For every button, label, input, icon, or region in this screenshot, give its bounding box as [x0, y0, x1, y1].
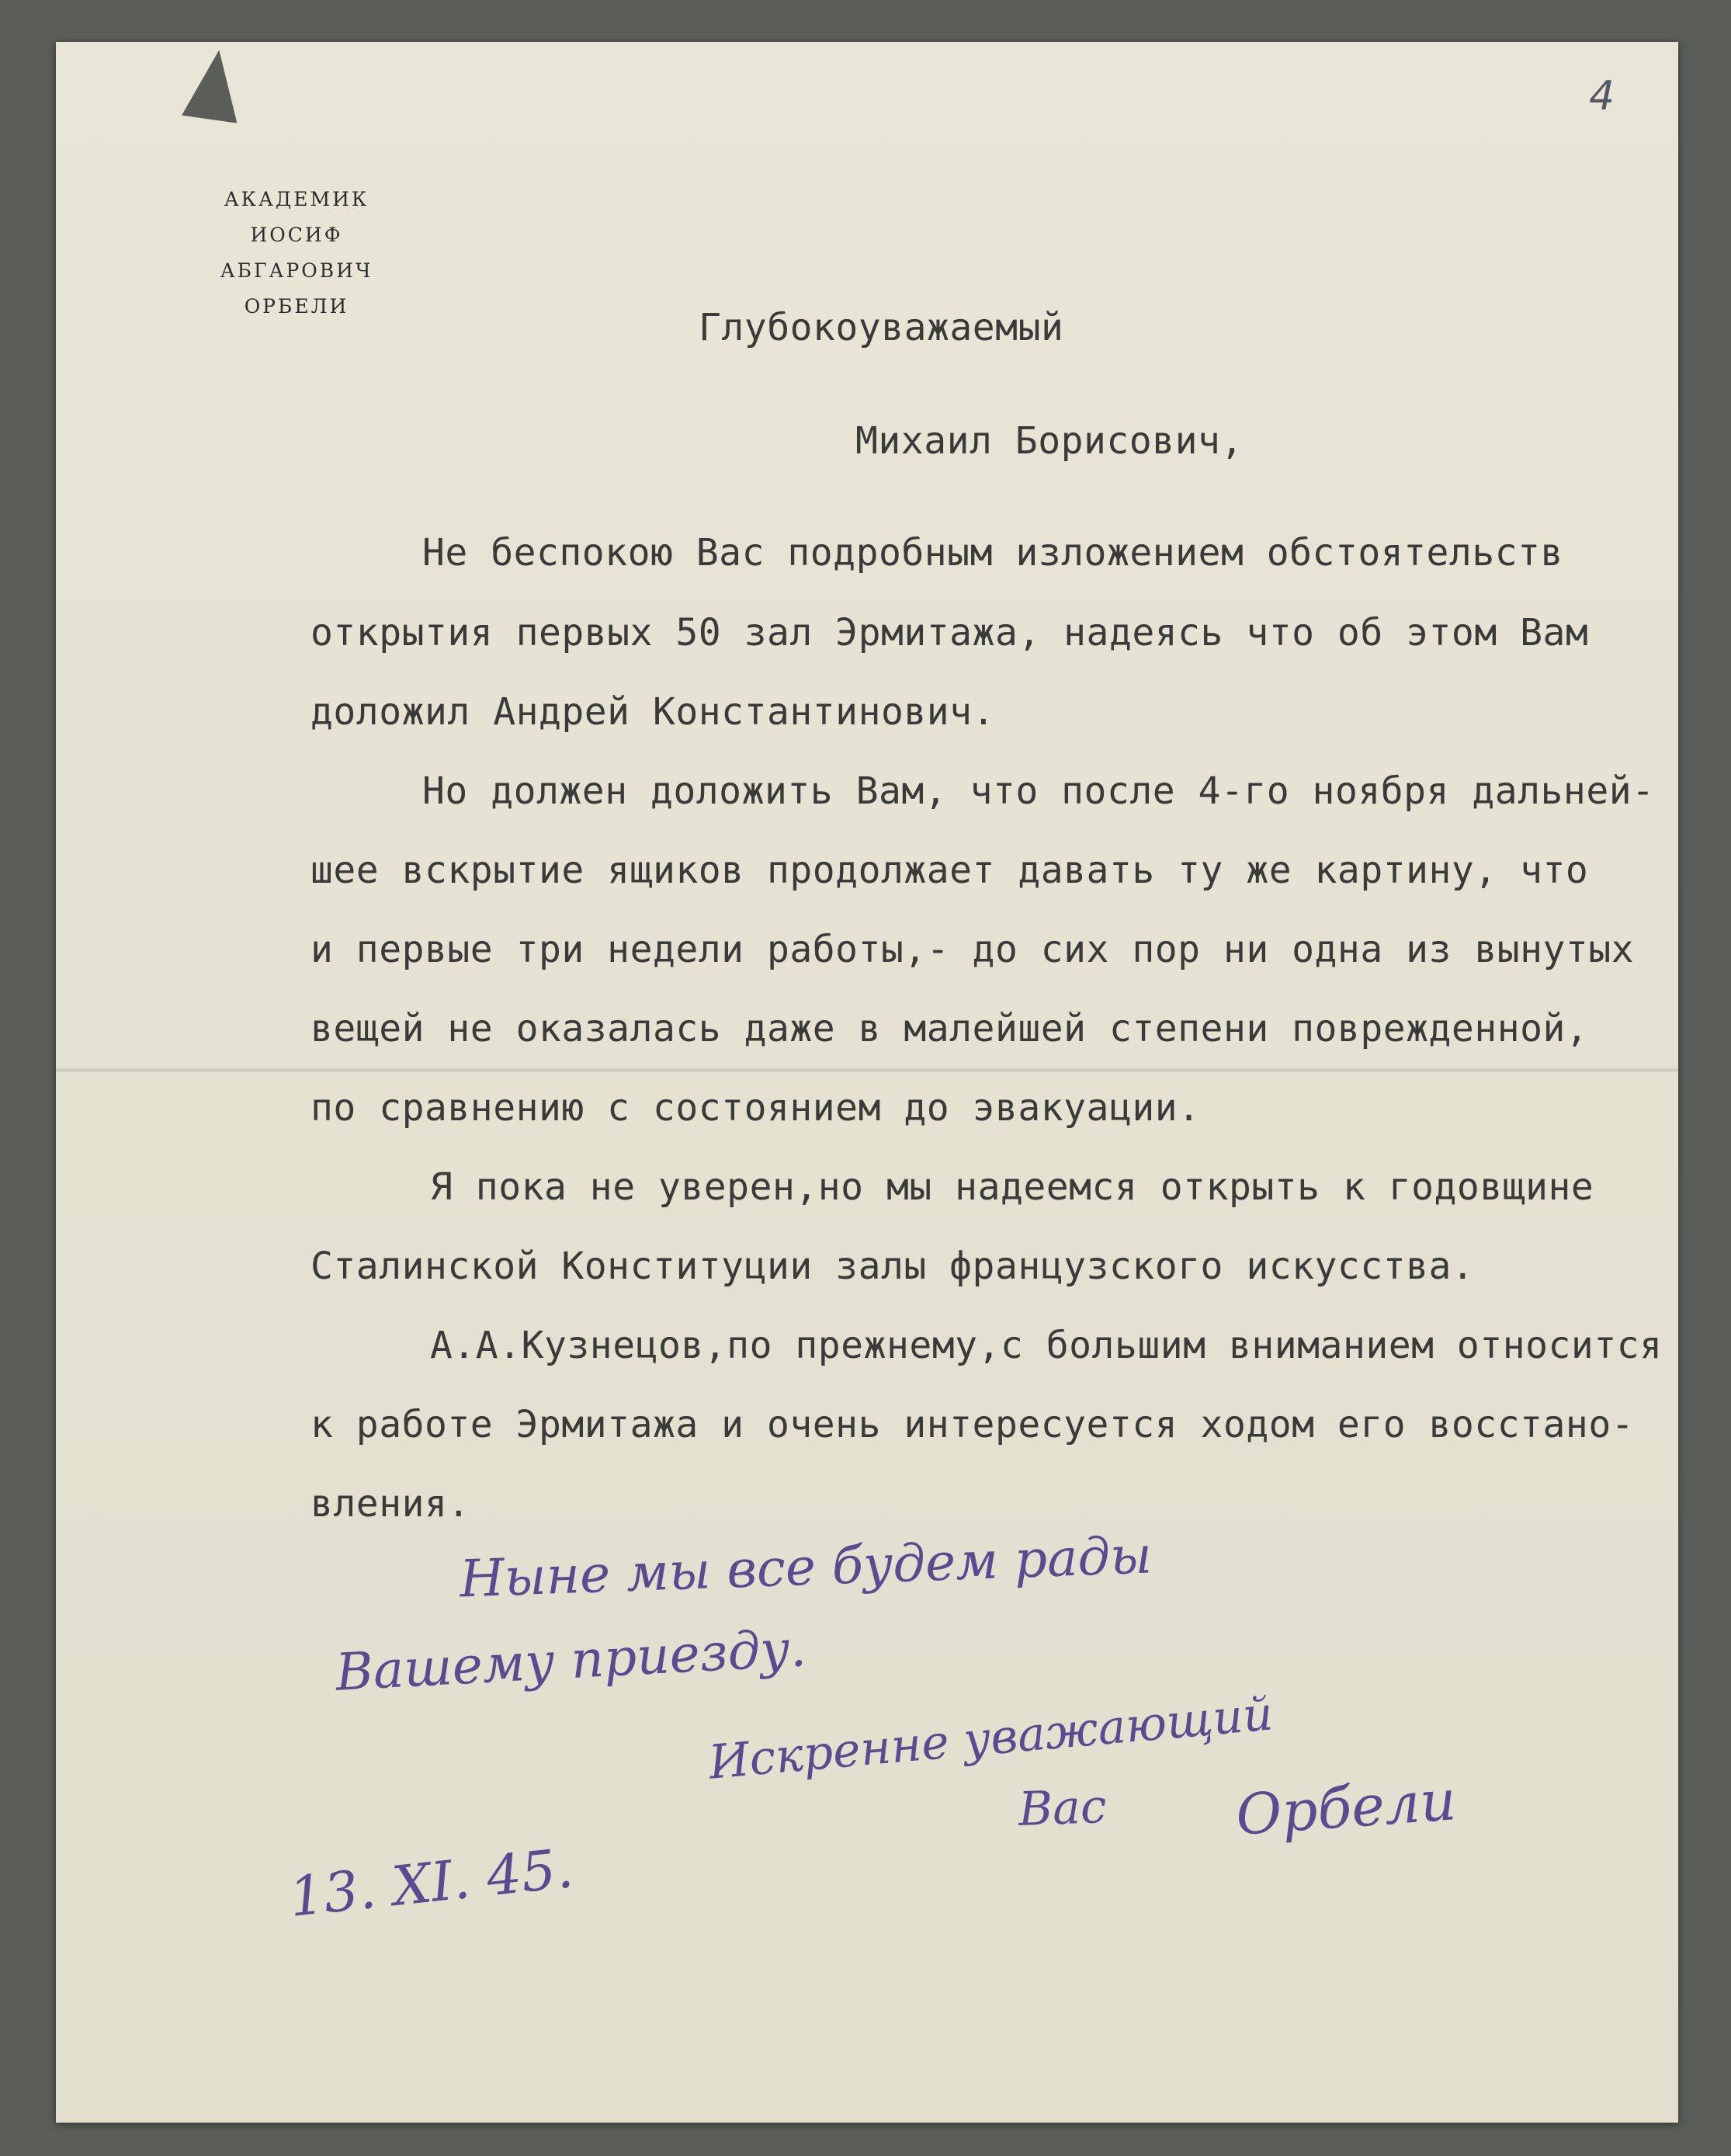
body-line: по сравнению с состоянием до эвакуации.: [310, 1086, 1201, 1130]
salutation-line-1: Глубокоуважаемый: [699, 306, 1064, 349]
body-line: вещей не оказалась даже в малейшей степени поврежденной,: [310, 1007, 1589, 1050]
paper-fold: [56, 1068, 1678, 1073]
handwritten-line-1: Ныне мы все будем рады: [458, 1525, 1153, 1609]
body-line: вления.: [310, 1482, 470, 1526]
body-line: А.А.Кузнецов,по прежнему,с большим вниманием относится: [430, 1324, 1663, 1367]
body-line: Но должен доложить Вам, что после 4-го ноября дальней-: [422, 769, 1655, 813]
body-line: открытия первых 50 зал Эрмитажа, надеясь что об этом Вам: [310, 611, 1589, 654]
body-line: Не беспокою Вас подробным изложением обстоятельств: [422, 531, 1563, 575]
body-line: Сталинской Конституции залы французского искусства.: [310, 1245, 1475, 1288]
handwritten-closing-1: Искренне уважающий: [706, 1686, 1275, 1790]
body-line: Я пока не уверен,но мы надеемся открыть к годовщине: [430, 1165, 1594, 1209]
torn-corner: [182, 46, 247, 123]
body-line: к работе Эрмитажа и очень интересуется ходом его восстано-: [310, 1403, 1635, 1446]
handwritten-line-2: Вашему приезду.: [334, 1618, 808, 1703]
body-line: и первые три недели работы,- до сих пор ни одна из вынутых: [310, 928, 1635, 971]
letterhead-surname: ОРБЕЛИ: [244, 295, 349, 318]
body-line: шее вскрытие ящиков продолжает давать ту же картину, что: [310, 849, 1589, 892]
archive-page-number: 4: [1589, 73, 1615, 120]
letterhead-title: АКАДЕМИК: [224, 188, 369, 210]
letterhead: [180, 182, 413, 325]
body-line: доложил Андрей Константинович.: [310, 690, 995, 734]
handwritten-signature: Орбели: [1233, 1767, 1459, 1848]
handwritten-date: 13. XI. 45.: [286, 1836, 577, 1929]
handwritten-closing-2: Вас: [1017, 1779, 1108, 1837]
salutation-line-2: Михаил Борисович,: [855, 419, 1244, 463]
letterhead-name: ИОСИФ АБГАРОВИЧ: [220, 224, 373, 282]
letter-sheet: [56, 42, 1678, 2123]
